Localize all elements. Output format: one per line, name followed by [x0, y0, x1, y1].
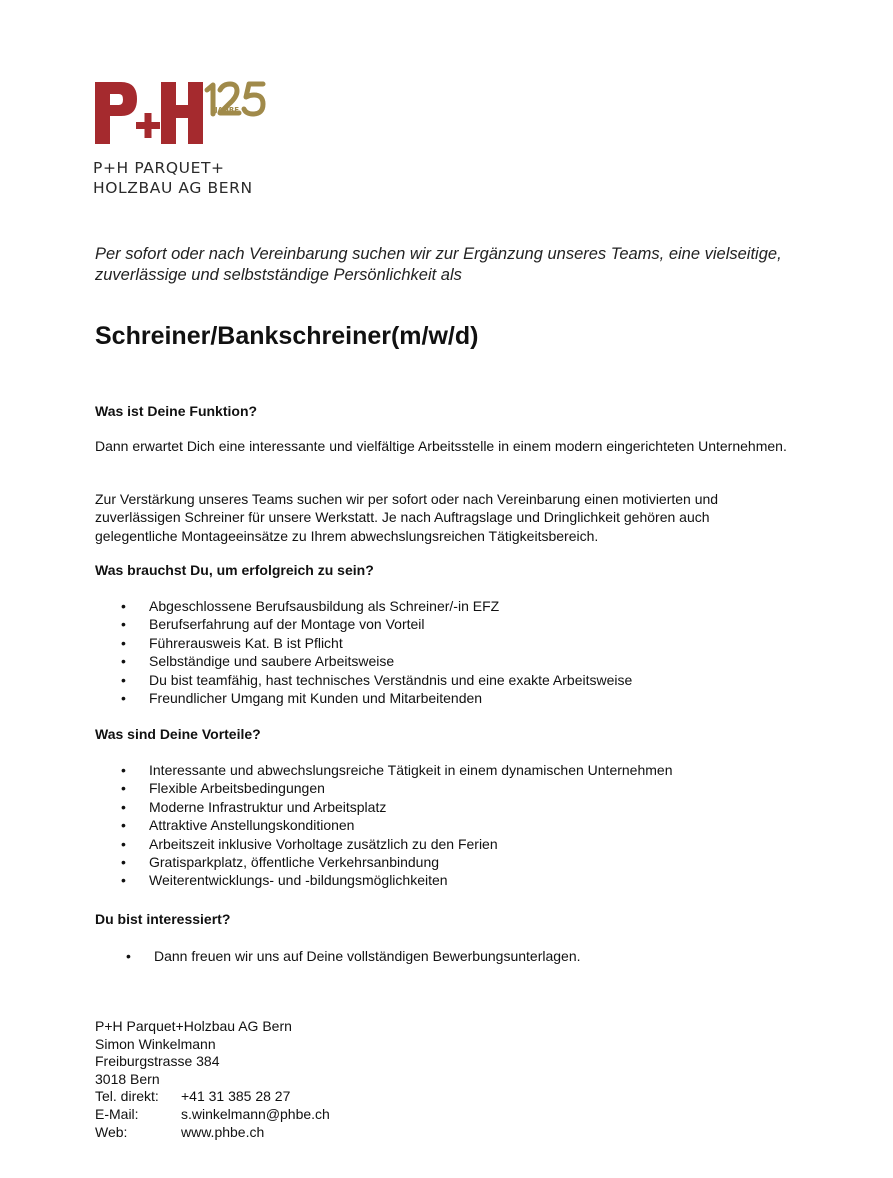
svg-text:JAHRE: JAHRE: [215, 106, 240, 114]
list-item: • Gratisparkplatz, öffentliche Verkehrsanbindung: [121, 853, 673, 871]
list-item: • Interessante und abwechslungsreiche Tätigkeit in einem dynamischen Unternehmen: [121, 761, 673, 779]
company-name-line-2: HOLZBAU AG BERN: [93, 179, 253, 197]
list-item: • Arbeitszeit inklusive Vorholtage zusätzlich zu den Ferien: [121, 835, 673, 853]
list-item: • Moderne Infrastruktur und Arbeitsplatz: [121, 798, 673, 816]
list-item: • Freundlicher Umgang mit Kunden und Mitarbeitenden: [121, 689, 632, 707]
contact-company: P+H Parquet+Holzbau AG Bern: [95, 1018, 292, 1034]
list-item: • Führerausweis Kat. B ist Pflicht: [121, 634, 632, 652]
contact-person: Simon Winkelmann: [95, 1035, 216, 1052]
requirements-heading: Was brauchst Du, um erfolgreich zu sein?: [95, 562, 374, 578]
company-name-line-1: P+H PARQUET+: [93, 159, 225, 177]
list-item: • Weiterentwicklungs- und -bildungsmöglichkeiten: [121, 871, 673, 889]
contact-city: 3018 Bern: [95, 1070, 160, 1087]
contact-street: Freiburgstrasse 384: [95, 1053, 220, 1070]
interested-list: [126, 947, 581, 965]
email-label: E-Mail:: [95, 1105, 139, 1122]
email-link[interactable]: s.winkelmann@phbe.ch: [181, 1105, 330, 1122]
function-heading: Was ist Deine Funktion?: [95, 403, 258, 419]
list-item: • Attraktive Anstellungskonditionen: [121, 816, 673, 834]
interested-heading: Du bist interessiert?: [95, 911, 231, 927]
contact-web-row: [95, 1124, 330, 1142]
list-item: • Du bist teamfähig, hast technisches Verständnis und eine exakte Arbeitsweise: [121, 671, 632, 689]
job-title: Schreiner/Bankschreiner(m/w/d): [95, 322, 479, 350]
intro-text: Per sofort oder nach Vereinbarung suchen wir zur Ergänzung unseres Teams, eine vielseitige, zuverlässige und selbstständige Persönlichkeit als: [95, 245, 782, 284]
contact-email-row: [95, 1106, 330, 1124]
benefits-list: [121, 761, 673, 890]
function-paragraph-2: Zur Verstärkung unseres Teams suchen wir per sofort oder nach Vereinbarung einen motivierten und zuverlässigen Schreiner für unsere Werkstatt. Je nach Auftragslage und Dringlichkeit gehören auch gelegentliche Montageeinsätze zu Ihrem abwechslungsreichen Tätigkeitsbereich.: [95, 491, 719, 544]
web-label: Web:: [95, 1123, 128, 1140]
list-item: • Dann freuen wir uns auf Deine vollständigen Bewerbungsunterlagen.: [126, 947, 581, 965]
requirements-list: [121, 597, 632, 707]
list-item: • Abgeschlossene Berufsausbildung als Schreiner/-in EFZ: [121, 597, 632, 615]
list-item: • Berufserfahrung auf der Montage von Vorteil: [121, 615, 632, 633]
contact-phone-row: [95, 1088, 330, 1106]
benefits-heading: Was sind Deine Vorteile?: [95, 726, 261, 742]
web-link[interactable]: www.phbe.ch: [181, 1123, 265, 1140]
function-paragraph-1: Dann erwartet Dich eine interessante und vielfältige Arbeitsstelle in einem modern eingerichteten Unternehmen.: [95, 438, 787, 454]
list-item: • Selbständige und saubere Arbeitsweise: [121, 652, 632, 670]
ph-logo-mark: [93, 80, 273, 150]
phone-value[interactable]: +41 31 385 28 27: [181, 1088, 291, 1105]
phone-label: Tel. direkt:: [95, 1088, 159, 1105]
list-item: • Flexible Arbeitsbedingungen: [121, 779, 673, 797]
contact-block: [95, 1018, 330, 1141]
